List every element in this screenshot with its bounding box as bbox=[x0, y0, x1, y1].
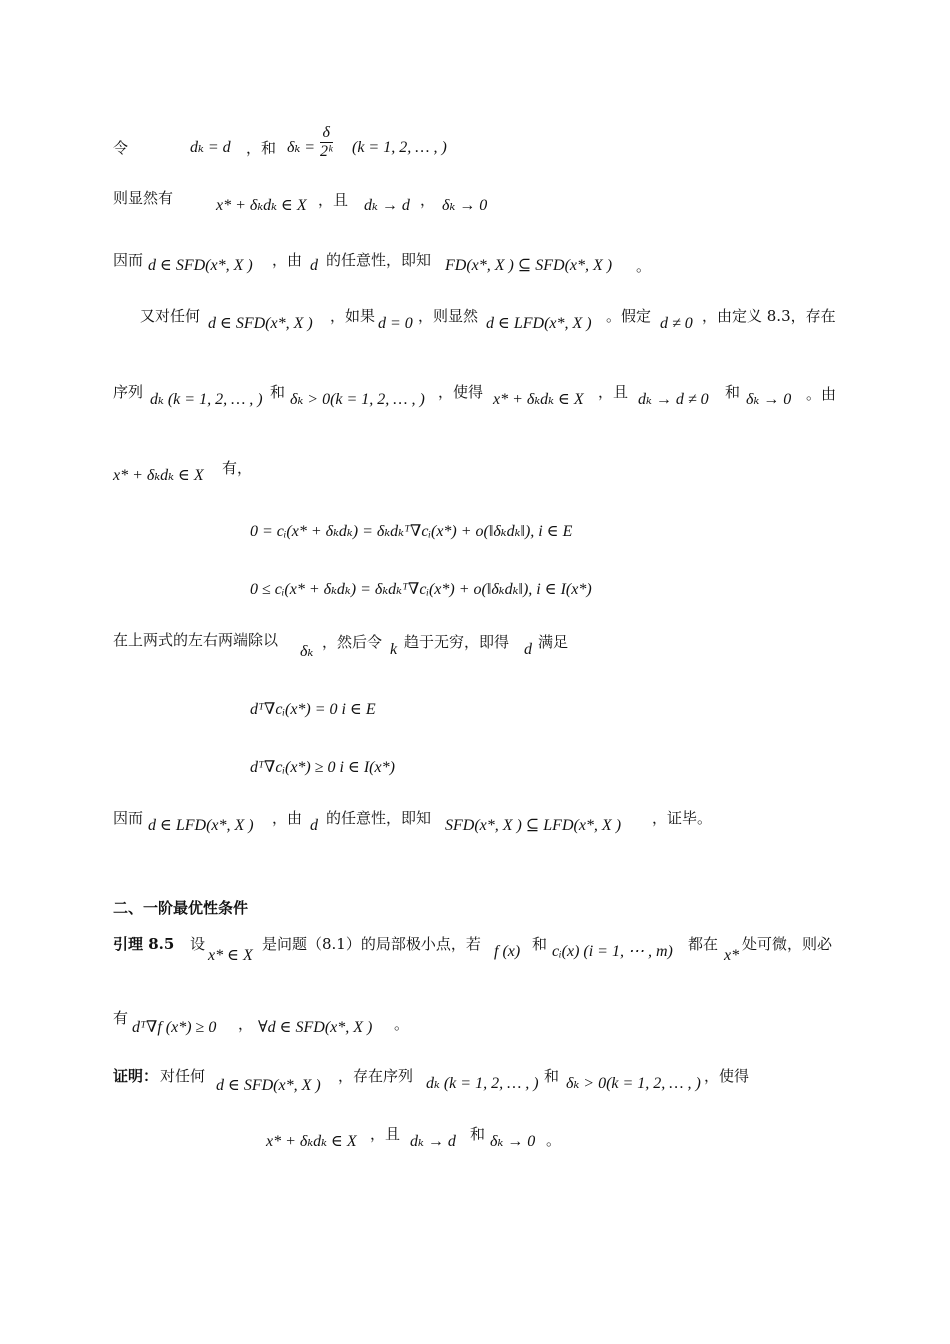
text-from: 。由 bbox=[806, 385, 837, 403]
text-and: 和 bbox=[532, 935, 548, 953]
text-arbitrariness: 的任意性，即知 bbox=[326, 809, 432, 827]
text-have: 有 bbox=[113, 1009, 129, 1027]
math-d: d bbox=[310, 257, 318, 274]
text-and: 和 bbox=[544, 1067, 560, 1085]
equation-gradient-equality: dᵀ∇cᵢ(x*) = 0 i ∈ E bbox=[250, 701, 376, 718]
math-dk-eq-d: dₖ = d bbox=[190, 139, 231, 156]
math-feasible-point: x* + δₖdₖ ∈ X bbox=[266, 1133, 357, 1150]
text-tends-infinity: 趋于无穷，即得 bbox=[404, 633, 510, 651]
text-by-definition: ，由定义 8.3，存在 bbox=[702, 307, 836, 325]
math-d-in-sfd: d ∈ SFD(x*, X ) bbox=[216, 1077, 321, 1094]
text-by: ，由 bbox=[272, 251, 303, 269]
math-feasible-point: x* + δₖdₖ ∈ X bbox=[113, 467, 204, 484]
section-heading: 二、一阶最优性条件 bbox=[113, 899, 249, 917]
text-if: ，如果 bbox=[330, 307, 376, 325]
equation-inequality-constraint: 0 ≤ cᵢ(x* + δₖdₖ) = δₖdₖᵀ∇cᵢ(x*) + o(‖δₖdₖ‖), i ∈ I(x*) bbox=[250, 581, 592, 598]
math-xstar-in-x: x* ∈ X bbox=[208, 947, 253, 964]
math-forall-d-sfd: ∀d ∈ SFD(x*, X ) bbox=[258, 1019, 373, 1036]
math-deltak: δₖ bbox=[300, 643, 314, 660]
math-d-in-lfd: d ∈ LFD(x*, X ) bbox=[148, 817, 254, 834]
math-fx: f (x) bbox=[494, 943, 521, 960]
lemma-label: 引理 8.5 bbox=[113, 935, 175, 953]
text-therefore: 因而 bbox=[113, 809, 144, 827]
math-deltak-to-zero: δₖ → 0 bbox=[746, 391, 792, 408]
math-k-range: (k = 1, 2, … , ) bbox=[352, 139, 447, 156]
text-arbitrariness: 的任意性，即知 bbox=[326, 251, 432, 269]
math-gradient-nonneg: dᵀ∇f (x*) ≥ 0 bbox=[132, 1019, 217, 1036]
text-and-sep: ，且 bbox=[370, 1125, 401, 1143]
fraction-denominator: 2ᵏ bbox=[320, 143, 333, 160]
text-period: 。 bbox=[394, 1015, 410, 1033]
math-deltak-positive: δₖ > 0(k = 1, 2, … , ) bbox=[566, 1075, 701, 1092]
math-dk-sequence: dₖ (k = 1, 2, … , ) bbox=[150, 391, 263, 408]
math-feasible-point: x* + δₖdₖ ∈ X bbox=[216, 197, 307, 214]
text-period: 。 bbox=[546, 1131, 562, 1149]
text-such-that: ，使得 bbox=[438, 383, 484, 401]
text-and-sep: ，且 bbox=[318, 191, 349, 209]
text-divide: 在上两式的左右两端除以 bbox=[113, 631, 279, 649]
equation-gradient-inequality: dᵀ∇cᵢ(x*) ≥ 0 i ∈ I(x*) bbox=[250, 759, 395, 776]
text-and: 和 bbox=[270, 383, 286, 401]
text-and-sep: ，且 bbox=[598, 383, 629, 401]
text-comma: ， bbox=[420, 191, 436, 209]
text-such-that: ，使得 bbox=[704, 1067, 750, 1085]
text-all-at: 都在 bbox=[688, 935, 719, 953]
fraction-numerator: δ bbox=[320, 124, 333, 143]
text-therefore: 因而 bbox=[113, 251, 144, 269]
text-have: 有， bbox=[222, 459, 253, 477]
text-by: ，由 bbox=[272, 809, 303, 827]
text-and: ，和 bbox=[246, 139, 277, 157]
text-and: 和 bbox=[725, 383, 741, 401]
math-d-in-sfd: d ∈ SFD(x*, X ) bbox=[208, 315, 313, 332]
text-for-any: 又对任何 bbox=[140, 307, 201, 325]
math-d-in-lfd: d ∈ LFD(x*, X ) bbox=[486, 315, 592, 332]
text-ling: 令 bbox=[113, 139, 129, 157]
math-d: d bbox=[524, 641, 532, 658]
text-comma: ， bbox=[238, 1015, 254, 1033]
math-deltak-positive: δₖ > 0(k = 1, 2, … , ) bbox=[290, 391, 425, 408]
math-sfd-subset-lfd: SFD(x*, X ) ⊆ LFD(x*, X ) bbox=[445, 817, 622, 834]
math-deltak-eq: δₖ = bbox=[287, 139, 316, 156]
math-deltak-to-zero: δₖ → 0 bbox=[442, 197, 488, 214]
text-let: 设 bbox=[190, 935, 206, 953]
text-qed: ，证毕。 bbox=[652, 809, 713, 827]
text-differentiable: 处可微，则必 bbox=[742, 935, 833, 953]
math-dk-sequence: dₖ (k = 1, 2, … , ) bbox=[426, 1075, 539, 1092]
text-satisfies: 满足 bbox=[538, 633, 569, 651]
math-xstar: x* bbox=[724, 947, 740, 964]
math-dk-to-d: dₖ → d bbox=[364, 197, 410, 214]
math-d-in-sfd: d ∈ SFD(x*, X ) bbox=[148, 257, 253, 274]
math-feasible-point: x* + δₖdₖ ∈ X bbox=[493, 391, 584, 408]
text-exists-sequence: ，存在序列 bbox=[338, 1067, 414, 1085]
text-for-any: 对任何 bbox=[160, 1067, 206, 1085]
proof-label: 证明： bbox=[113, 1067, 159, 1085]
math-deltak-to-zero: δₖ → 0 bbox=[490, 1133, 536, 1150]
math-ci-range: cᵢ(x) (i = 1, ⋯ , m) bbox=[552, 943, 673, 960]
math-d: d bbox=[310, 817, 318, 834]
math-dk-to-d: dₖ → d bbox=[410, 1133, 456, 1150]
math-k: k bbox=[390, 641, 398, 658]
text-period: 。 bbox=[636, 257, 652, 275]
text-and: 和 bbox=[470, 1125, 486, 1143]
text-assume: 。假定 bbox=[606, 307, 652, 325]
text-local-min: 是问题（8.1）的局部极小点，若 bbox=[262, 935, 481, 953]
math-dk-to-d-nonzero: dₖ → d ≠ 0 bbox=[638, 391, 709, 408]
text-clearly: ，则显然 bbox=[418, 307, 479, 325]
math-fd-subset-sfd: FD(x*, X ) ⊆ SFD(x*, X ) bbox=[445, 257, 613, 274]
equation-equality-constraint: 0 = cᵢ(x* + δₖdₖ) = δₖdₖᵀ∇cᵢ(x*) + o(‖δₖdₖ‖), i ∈ E bbox=[250, 523, 573, 540]
math-d-neq-zero: d ≠ 0 bbox=[660, 315, 693, 332]
text-then-clearly: 则显然有 bbox=[113, 189, 174, 207]
math-d-eq-zero: d = 0 bbox=[378, 315, 413, 332]
text-then-let: ，然后令 bbox=[322, 633, 383, 651]
text-sequence: 序列 bbox=[113, 383, 144, 401]
math-fraction bbox=[320, 124, 333, 161]
